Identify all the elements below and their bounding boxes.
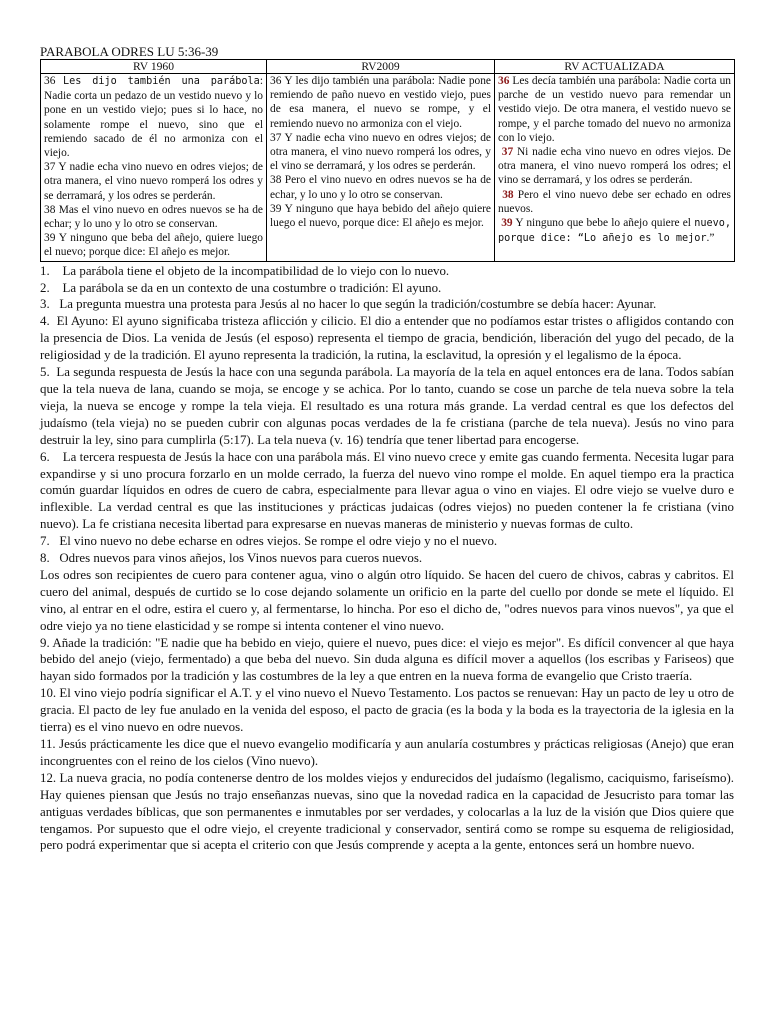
column-header-rv2009: RV2009 (267, 60, 495, 74)
verse-number: 36 (270, 75, 282, 87)
verse-text: Y nadie echa vino nuevo en odres viejos; de otra manera, el vino nuevo romperá los odres, y el vino se derramará, y los odres se perderán. (270, 131, 491, 173)
verse-number: 39 (501, 217, 513, 230)
verse-38 (44, 203, 263, 231)
versions-table (40, 59, 735, 262)
verse-text: Ni nadie echa vino nuevo en odres viejos. De otra manera, el vino nuevo romperá los odres; el vino se derramará, y los odres se perderán. (498, 146, 731, 187)
rva-cell (495, 74, 735, 262)
note-5: 5. La segunda respuesta de Jesús la hace con una segunda parábola. La mayoría de la tela en aquel entonces era de lana. Todos sabían que la tela nueva de lana, cuando se moja, se encoge y se achica. Por lo tanto, cuando se cose un parche de tela nueva sobre la tela vieja, la nueva se encoge y rompe la tela vieja. El resultado es una rotura más grande. La verdad central es que los defectos del judaísmo (tela vieja) no se pueden cubrir con algunas pocas verdades de la fe cristiana (parche de tela nueva). Jesús no vino para destruir la ley, sino para cumplirla (5:17). La tela nueva (v. 16) tendría que tener libertad para encogerse. (40, 365, 738, 447)
verse-text: Les decía también una parábola: Nadie corta un parche de un vestido nuevo para remendar un vestido viejo. De otra manera, el vestido nuevo se rompe, y el parche tomado del nuevo no armoniza con lo viejo. (498, 75, 731, 144)
note-4: 4. El Ayuno: El ayuno significaba tristeza aflicción y cilicio. El dio a entender que no podíamos estar tristes o afligidos contando con la presencia de Dios. La venida de Jesús (el esposo) representa el tiempo de gracia, bendición, liberación del yugo del pecado, de la religiosidad y de la tradición. El ayuno representa la tradición, la rutina, la esclavitud, la opresión y el legalismo de la época. (40, 314, 738, 363)
verse-text: Y les dijo también una parábola: Nadie pone remiendo de paño nuevo en vestido viejo, pues de esa manera, el nuevo se rompe, y el remiendo nuevo no armoniza con el viejo. (270, 75, 491, 130)
column-header-rv1960: RV 1960 (41, 60, 267, 74)
note-1: 1. La parábola tiene el objeto de la incompatibilidad de lo viejo con lo nuevo. (40, 263, 450, 278)
verse-text: Y ninguno que haya bebido del añejo quiere luego el nuevo, porque dice: El añejo es mejor. (270, 202, 491, 230)
verse-number: 37 (501, 146, 514, 159)
verse-38 (498, 188, 731, 216)
note-2: 2. La parábola se da en un contexto de una costumbre o tradición: El ayuno. (40, 280, 442, 295)
verse-36 (498, 74, 731, 145)
verse-text: Pero el vino nuevo debe ser echado en odres nuevos. (498, 188, 731, 215)
notes-section (40, 263, 738, 855)
rv1960-cell (41, 74, 267, 262)
verse-text-highlight: Les dijo también una parábola (62, 76, 260, 87)
note-6: 6. La tercera respuesta de Jesús la hace con una parábola más. El vino nuevo crece y emite gas cuando fermenta. Necesita lugar para expandirse y si uno procura forzarlo en un molde cerrado, la fuerza del nuevo vino rompe el molde. En aquel tiempo era la practica común guardar líquidos en odres de cuero de cabra, especialmente para llevar agua o vino en viajes. El odre viejo se vuelve duro e inflexible. La verdad central es que las instituciones y prácticas judaicas (odres viejos) no pueden contener la fe cristiana (vino nuevo). La fe cristiana necesita libertad para expresarse en nuevas maneras de ministerio y nuevas formas de culto. (40, 449, 738, 532)
verse-number: 39 (270, 202, 282, 215)
verse-37 (498, 145, 731, 188)
verse-36 (44, 74, 263, 160)
verse-number: 36 (498, 75, 510, 87)
verse-38 (270, 173, 491, 201)
note-11: 11. Jesús prácticamente les dice que el nuevo evangelio modificaría y aun anularía costumbres y prácticas religiosas (Anejo) que eran incongruentes con el reino de los cielos (Vino nuevo). (40, 737, 738, 768)
verse-37 (270, 131, 491, 174)
verse-number: 38 (502, 188, 514, 201)
note-8-detail: Los odres son recipientes de cuero para contener agua, vino o algún otro líquido. Se hacen del cuero de chivos, cabras y cabritos. El cuero del animal, después de curtido se lo cose dejando solamente un orificio en la parte del cuello por donde se mete el líquido. El vino, al entrar en el odre, estira el cuero y, al fermentarse, lo hincha. Por eso el dicho de, "odres nuevos para vinos nuevos", ya que el odre viejo ya no tiene elasticidad y se rompe si intenta contener el vino nuevo. (40, 567, 738, 633)
verse-text-highlight: nuevo, porque dice: “Lo añejo es lo mejor (498, 218, 731, 245)
document-title: PARABOLA ODRES LU 5:36-39 (40, 44, 219, 59)
verse-text: Y nadie echa vino nuevo en odres viejos; de otra manera, el vino nuevo romperá los odres y se derramará, y los odres se perderán. (44, 161, 263, 202)
verse-number: 38 (270, 174, 282, 187)
verse-37 (44, 160, 263, 203)
verse-text: Pero el vino nuevo en odres nuevos se ha de echar, y lo uno y lo otro se conservan. (270, 174, 491, 201)
verse-text-end: .” (706, 232, 715, 245)
note-7: 7. El vino nuevo no debe echarse en odres viejos. Se rompe el odre viejo y no el nuevo. (40, 534, 498, 549)
versions-header-row (41, 60, 735, 74)
note-12: 12. La nueva gracia, no podía contenerse dentro de los moldes viejos y endurecidos del judaísmo (legalismo, caciquismo, fariseísmo). Hay quienes piensan que Jesús no trajo enseñanzas nuevas, sino que la novedad radica en la capacidad de Jesucristo para tomar las antiguas verdades bíblicas, que son permanentes e inmutables por ser verdades, y colocarlas a la luz de la visión que Dios quiere que tengamos. Por supuesto que el odre viejo, el creyente tradicional y conservador, sentirá como se rompe su esquema de religiosidad, pero podrá experimentar que si acepta el criterio con que Jesús comprende y acepta a la gente, entonces será un hombre nuevo. (40, 770, 738, 853)
verse-number: 36 (44, 75, 56, 87)
verse-39 (498, 216, 731, 246)
column-header-rva: RV ACTUALIZADA (495, 60, 735, 74)
verse-text: Mas el vino nuevo en odres nuevos se ha de echar; y lo uno y lo otro se conservan. (44, 203, 263, 231)
verse-text: Y ninguno que beba del añejo, quiere luego el nuevo; porque dice: El añejo es mejor. (44, 232, 263, 259)
note-3: 3. La pregunta muestra una protesta para Jesús al no hacer lo que según la tradición/costumbre se debía hacer: Ayunar. (40, 297, 657, 312)
verse-39 (44, 231, 263, 259)
verse-39 (270, 202, 491, 230)
versions-body-row (41, 74, 735, 262)
verse-text: : Nadie corta un pedazo de un vestido nuevo y lo pone en un vestido viejo; pues si lo hace, no solamente rompe el nuevo, sino que el remiendo sacado de él no armoniza con el viejo. (44, 75, 263, 160)
rv2009-cell (267, 74, 495, 262)
verse-number: 37 (270, 131, 282, 144)
verse-number: 39 (44, 232, 56, 245)
verse-text: Y ninguno que bebe lo añejo quiere el (515, 217, 691, 230)
note-10: 10. El vino viejo podría significar el A.T. y el vino nuevo el Nuevo Testamento. Los pactos se renuevan: Hay un pacto de ley u otro de gracia. El pacto de ley fue anulado en la venida del esposo, el pacto de gracia (es la boda y la boda es la trayectoria de la iglesia en la tierra) es el vino nuevo en odre nuevos. (40, 686, 738, 735)
verse-number: 38 (44, 203, 56, 216)
verse-36 (270, 74, 491, 131)
note-9: 9. Añade la tradición: "E nadie que ha bebido en viejo, quiere el nuevo, pues dice: el viejo es mejor". Es difícil convencer al que haya bebido del anejo (viejo, fermentado) a que beba del nuevo. Sin duda alguna es difícil mover a aquellos (los escribas y Fariseos) que hayan sido formados por la tradición y las costumbres de la ley a que entren en la nueva forma de evangelio que Cristo traería. (40, 635, 738, 684)
verse-number: 37 (44, 161, 56, 174)
note-8: 8. Odres nuevos para vinos añejos, los Vinos nuevos para cueros nuevos. (40, 551, 423, 566)
